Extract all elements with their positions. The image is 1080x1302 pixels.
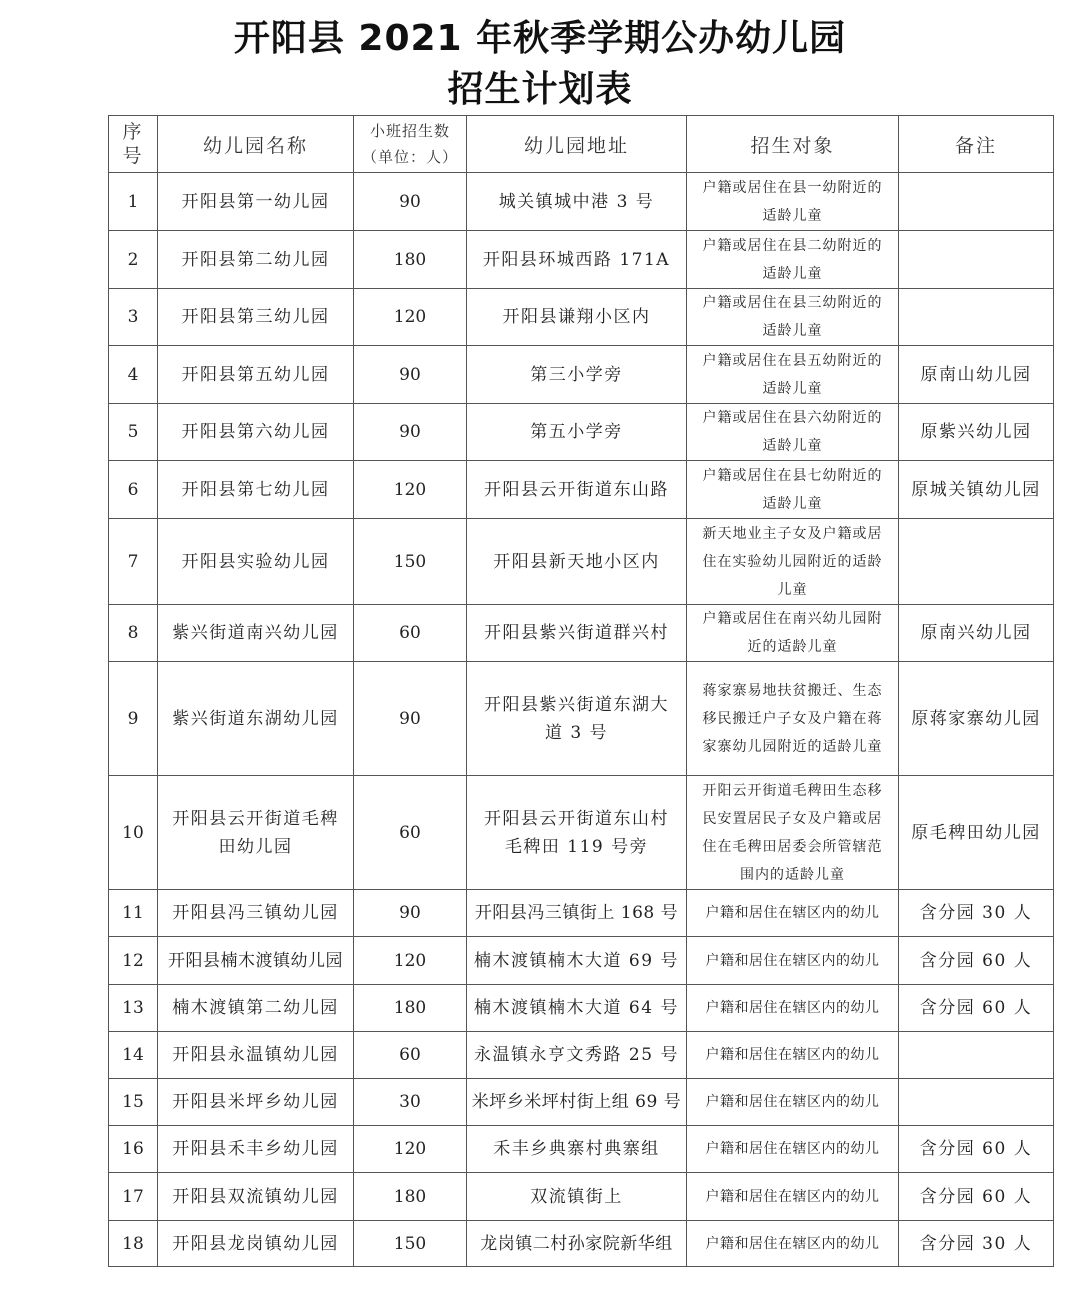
cell-address: 开阳县紫兴街道东湖大道 3 号 bbox=[467, 662, 687, 776]
cell-remark bbox=[899, 289, 1054, 346]
header-remark: 备注 bbox=[899, 116, 1054, 173]
cell-name: 开阳县禾丰乡幼儿园 bbox=[158, 1126, 354, 1173]
cell-remark bbox=[899, 1032, 1054, 1079]
cell-address: 开阳县冯三镇街上 168 号 bbox=[467, 890, 687, 937]
cell-capacity: 180 bbox=[354, 1173, 467, 1221]
table-row bbox=[109, 1173, 1054, 1221]
header-capacity bbox=[354, 116, 467, 173]
table-row bbox=[109, 1126, 1054, 1173]
header-capacity-line2: （单位：人） bbox=[361, 148, 458, 166]
cell-capacity: 90 bbox=[354, 404, 467, 461]
cell-capacity: 150 bbox=[354, 519, 467, 605]
cell-target: 户籍和居住在辖区内的幼儿 bbox=[687, 985, 899, 1032]
cell-target: 户籍和居住在辖区内的幼儿 bbox=[687, 890, 899, 937]
cell-address: 楠木渡镇楠木大道 64 号 bbox=[467, 985, 687, 1032]
cell-name: 开阳县第一幼儿园 bbox=[158, 173, 354, 231]
cell-capacity: 60 bbox=[354, 605, 467, 662]
cell-remark: 原紫兴幼儿园 bbox=[899, 404, 1054, 461]
table-row bbox=[109, 231, 1054, 289]
cell-target: 户籍和居住在辖区内的幼儿 bbox=[687, 1173, 899, 1221]
cell-target: 新天地业主子女及户籍或居住在实验幼儿园附近的适龄儿童 bbox=[687, 519, 899, 605]
cell-remark: 原毛稗田幼儿园 bbox=[899, 776, 1054, 890]
cell-target: 户籍和居住在辖区内的幼儿 bbox=[687, 1126, 899, 1173]
cell-target: 户籍或居住在县五幼附近的适龄儿童 bbox=[687, 346, 899, 404]
cell-address: 双流镇街上 bbox=[467, 1173, 687, 1221]
cell-remark bbox=[899, 519, 1054, 605]
cell-remark: 含分园 30 人 bbox=[899, 1221, 1054, 1267]
cell-address: 第三小学旁 bbox=[467, 346, 687, 404]
table-row bbox=[109, 289, 1054, 346]
cell-remark: 原城关镇幼儿园 bbox=[899, 461, 1054, 519]
cell-name: 开阳县云开街道毛稗田幼儿园 bbox=[158, 776, 354, 890]
page-title-line2: 招生计划表 bbox=[447, 69, 633, 110]
header-target: 招生对象 bbox=[687, 116, 899, 173]
cell-address: 龙岗镇二村孙家院新华组 bbox=[467, 1221, 687, 1267]
cell-remark: 含分园 60 人 bbox=[899, 937, 1054, 985]
table-row bbox=[109, 890, 1054, 937]
cell-remark: 含分园 60 人 bbox=[899, 985, 1054, 1032]
cell-name: 开阳县永温镇幼儿园 bbox=[158, 1032, 354, 1079]
header-capacity-line1: 小班招生数 bbox=[369, 122, 450, 140]
table-row bbox=[109, 173, 1054, 231]
cell-index: 10 bbox=[109, 776, 158, 890]
cell-index: 17 bbox=[109, 1173, 158, 1221]
table-row bbox=[109, 985, 1054, 1032]
cell-address: 禾丰乡典寨村典寨组 bbox=[467, 1126, 687, 1173]
cell-capacity: 90 bbox=[354, 890, 467, 937]
cell-capacity: 90 bbox=[354, 662, 467, 776]
table-header-row bbox=[109, 116, 1054, 173]
table-row bbox=[109, 776, 1054, 890]
cell-name: 开阳县米坪乡幼儿园 bbox=[158, 1079, 354, 1126]
cell-index: 2 bbox=[109, 231, 158, 289]
cell-remark bbox=[899, 173, 1054, 231]
table-row bbox=[109, 519, 1054, 605]
table-row bbox=[109, 662, 1054, 776]
cell-address: 永温镇永亨文秀路 25 号 bbox=[467, 1032, 687, 1079]
cell-remark bbox=[899, 1079, 1054, 1126]
header-address: 幼儿园地址 bbox=[467, 116, 687, 173]
table-row bbox=[109, 346, 1054, 404]
cell-capacity: 120 bbox=[354, 289, 467, 346]
table-row bbox=[109, 461, 1054, 519]
cell-address: 开阳县云开街道东山路 bbox=[467, 461, 687, 519]
cell-capacity: 120 bbox=[354, 937, 467, 985]
cell-capacity: 180 bbox=[354, 985, 467, 1032]
cell-name: 开阳县楠木渡镇幼儿园 bbox=[158, 937, 354, 985]
cell-target: 户籍或居住在县三幼附近的适龄儿童 bbox=[687, 289, 899, 346]
table-row bbox=[109, 937, 1054, 985]
cell-target: 户籍或居住在县六幼附近的适龄儿童 bbox=[687, 404, 899, 461]
cell-target: 户籍或居住在南兴幼儿园附近的适龄儿童 bbox=[687, 605, 899, 662]
cell-capacity: 60 bbox=[354, 1032, 467, 1079]
cell-name: 开阳县第六幼儿园 bbox=[158, 404, 354, 461]
cell-capacity: 30 bbox=[354, 1079, 467, 1126]
cell-name: 开阳县第七幼儿园 bbox=[158, 461, 354, 519]
cell-index: 11 bbox=[109, 890, 158, 937]
page-title-line1: 开阳县 2021 年秋季学期公办幼儿园 bbox=[233, 18, 847, 59]
cell-index: 5 bbox=[109, 404, 158, 461]
cell-target: 户籍和居住在辖区内的幼儿 bbox=[687, 1079, 899, 1126]
cell-capacity: 60 bbox=[354, 776, 467, 890]
cell-index: 16 bbox=[109, 1126, 158, 1173]
cell-name: 开阳县冯三镇幼儿园 bbox=[158, 890, 354, 937]
cell-name: 开阳县第二幼儿园 bbox=[158, 231, 354, 289]
cell-remark: 原蒋家寨幼儿园 bbox=[899, 662, 1054, 776]
cell-name: 开阳县实验幼儿园 bbox=[158, 519, 354, 605]
cell-capacity: 120 bbox=[354, 461, 467, 519]
table-row bbox=[109, 1032, 1054, 1079]
cell-capacity: 180 bbox=[354, 231, 467, 289]
cell-remark bbox=[899, 231, 1054, 289]
cell-address: 开阳县紫兴街道群兴村 bbox=[467, 605, 687, 662]
header-index: 序号 bbox=[109, 116, 158, 173]
cell-target: 蒋家寨易地扶贫搬迁、生态移民搬迁户子女及户籍在蒋家寨幼儿园附近的适龄儿童 bbox=[687, 662, 899, 776]
header-name: 幼儿园名称 bbox=[158, 116, 354, 173]
cell-remark: 含分园 30 人 bbox=[899, 890, 1054, 937]
cell-name: 紫兴街道东湖幼儿园 bbox=[158, 662, 354, 776]
cell-address: 楠木渡镇楠木大道 69 号 bbox=[467, 937, 687, 985]
cell-index: 7 bbox=[109, 519, 158, 605]
cell-address: 城关镇城中港 3 号 bbox=[467, 173, 687, 231]
cell-name: 楠木渡镇第二幼儿园 bbox=[158, 985, 354, 1032]
cell-address: 米坪乡米坪村街上组 69 号 bbox=[467, 1079, 687, 1126]
cell-name: 开阳县龙岗镇幼儿园 bbox=[158, 1221, 354, 1267]
cell-address: 开阳县谦翔小区内 bbox=[467, 289, 687, 346]
cell-index: 4 bbox=[109, 346, 158, 404]
cell-remark: 含分园 60 人 bbox=[899, 1126, 1054, 1173]
cell-name: 紫兴街道南兴幼儿园 bbox=[158, 605, 354, 662]
cell-name: 开阳县第三幼儿园 bbox=[158, 289, 354, 346]
cell-target: 开阳云开街道毛稗田生态移民安置居民子女及户籍或居住在毛稗田居委会所管辖范围内的适龄儿童 bbox=[687, 776, 899, 890]
table-row bbox=[109, 404, 1054, 461]
cell-index: 18 bbox=[109, 1221, 158, 1267]
cell-index: 1 bbox=[109, 173, 158, 231]
table-row bbox=[109, 1079, 1054, 1126]
cell-target: 户籍和居住在辖区内的幼儿 bbox=[687, 1032, 899, 1079]
cell-name: 开阳县第五幼儿园 bbox=[158, 346, 354, 404]
cell-remark: 原南兴幼儿园 bbox=[899, 605, 1054, 662]
cell-index: 12 bbox=[109, 937, 158, 985]
cell-capacity: 90 bbox=[354, 346, 467, 404]
cell-capacity: 150 bbox=[354, 1221, 467, 1267]
cell-index: 3 bbox=[109, 289, 158, 346]
cell-remark: 含分园 60 人 bbox=[899, 1173, 1054, 1221]
table-row bbox=[109, 605, 1054, 662]
cell-address: 开阳县新天地小区内 bbox=[467, 519, 687, 605]
cell-capacity: 120 bbox=[354, 1126, 467, 1173]
cell-target: 户籍和居住在辖区内的幼儿 bbox=[687, 1221, 899, 1267]
cell-index: 8 bbox=[109, 605, 158, 662]
cell-index: 15 bbox=[109, 1079, 158, 1126]
table-row bbox=[109, 1221, 1054, 1267]
cell-remark: 原南山幼儿园 bbox=[899, 346, 1054, 404]
cell-address: 开阳县云开街道东山村毛稗田 119 号旁 bbox=[467, 776, 687, 890]
cell-address: 开阳县环城西路 171A bbox=[467, 231, 687, 289]
cell-target: 户籍或居住在县七幼附近的适龄儿童 bbox=[687, 461, 899, 519]
cell-target: 户籍和居住在辖区内的幼儿 bbox=[687, 937, 899, 985]
cell-name: 开阳县双流镇幼儿园 bbox=[158, 1173, 354, 1221]
enrollment-plan-table bbox=[108, 115, 1054, 1267]
cell-index: 6 bbox=[109, 461, 158, 519]
cell-index: 13 bbox=[109, 985, 158, 1032]
cell-capacity: 90 bbox=[354, 173, 467, 231]
cell-target: 户籍或居住在县二幼附近的适龄儿童 bbox=[687, 231, 899, 289]
cell-index: 14 bbox=[109, 1032, 158, 1079]
cell-address: 第五小学旁 bbox=[467, 404, 687, 461]
cell-target: 户籍或居住在县一幼附近的适龄儿童 bbox=[687, 173, 899, 231]
cell-index: 9 bbox=[109, 662, 158, 776]
